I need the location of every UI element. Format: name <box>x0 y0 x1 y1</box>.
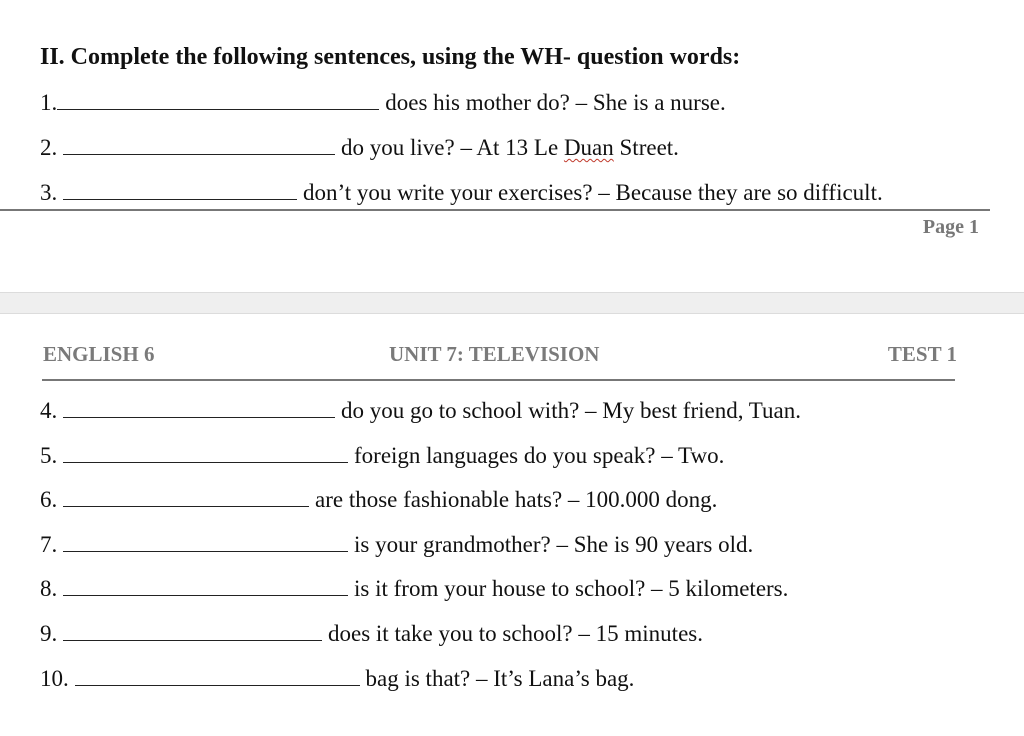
header-test: TEST 1 <box>887 342 957 366</box>
question-10 <box>40 666 634 692</box>
question-number: 3. <box>40 180 58 205</box>
answer-blank[interactable] <box>63 399 335 418</box>
question-number: 4. <box>40 398 58 423</box>
answer-blank[interactable] <box>63 533 348 552</box>
header-divider <box>42 379 955 381</box>
question-number: 8. <box>40 576 58 601</box>
question-1 <box>40 90 726 116</box>
question-text: is it from your house to school? – 5 kilometers. <box>354 576 789 601</box>
section-title: II. Complete the following sentences, using the WH- question words: <box>40 44 741 70</box>
answer-blank[interactable] <box>63 136 335 155</box>
question-text: does his mother do? – She is a nurse. <box>385 90 726 115</box>
question-text: is your grandmother? – She is 90 years old. <box>354 532 754 557</box>
page-gap <box>0 292 1024 314</box>
question-5 <box>40 443 724 469</box>
question-number: 7. <box>40 532 58 557</box>
answer-blank[interactable] <box>63 622 322 641</box>
question-number: 5. <box>40 443 58 468</box>
question-number: 2. <box>40 135 58 160</box>
header-unit: UNIT 7: TELEVISION <box>389 342 600 366</box>
question-text: do you live? – At 13 Le <box>341 135 564 160</box>
question-6 <box>40 487 717 513</box>
question-text: do you go to school with? – My best friend, Tuan. <box>341 398 801 423</box>
header-subject: ENGLISH 6 <box>43 342 155 366</box>
document-page-2 <box>0 314 1024 736</box>
question-number: 6. <box>40 487 58 512</box>
question-2 <box>40 135 679 161</box>
question-number: 9. <box>40 621 58 646</box>
question-4 <box>40 398 801 424</box>
question-text-end: Street. <box>613 135 679 160</box>
answer-blank[interactable] <box>63 488 309 507</box>
answer-blank[interactable] <box>75 667 360 686</box>
answer-blank[interactable] <box>63 577 348 596</box>
question-text: bag is that? – It’s Lana’s bag. <box>365 666 635 691</box>
answer-blank[interactable] <box>57 91 379 110</box>
answer-blank[interactable] <box>63 444 348 463</box>
question-3 <box>40 180 883 206</box>
question-8 <box>40 576 788 602</box>
page-number: Page 1 <box>922 216 979 238</box>
answer-blank[interactable] <box>63 181 297 200</box>
question-text: don’t you write your exercises? – Because they are so difficult. <box>303 180 883 205</box>
footer-divider <box>0 209 990 211</box>
question-number: 1. <box>40 90 58 115</box>
question-text: does it take you to school? – 15 minutes. <box>328 621 703 646</box>
question-number: 10. <box>40 666 69 691</box>
question-text: are those fashionable hats? – 100.000 dong. <box>315 487 718 512</box>
question-9 <box>40 621 703 647</box>
question-7 <box>40 532 753 558</box>
question-text: foreign languages do you speak? – Two. <box>354 443 725 468</box>
spellcheck-word: Duan <box>563 135 614 160</box>
document-page-1 <box>0 0 1024 292</box>
